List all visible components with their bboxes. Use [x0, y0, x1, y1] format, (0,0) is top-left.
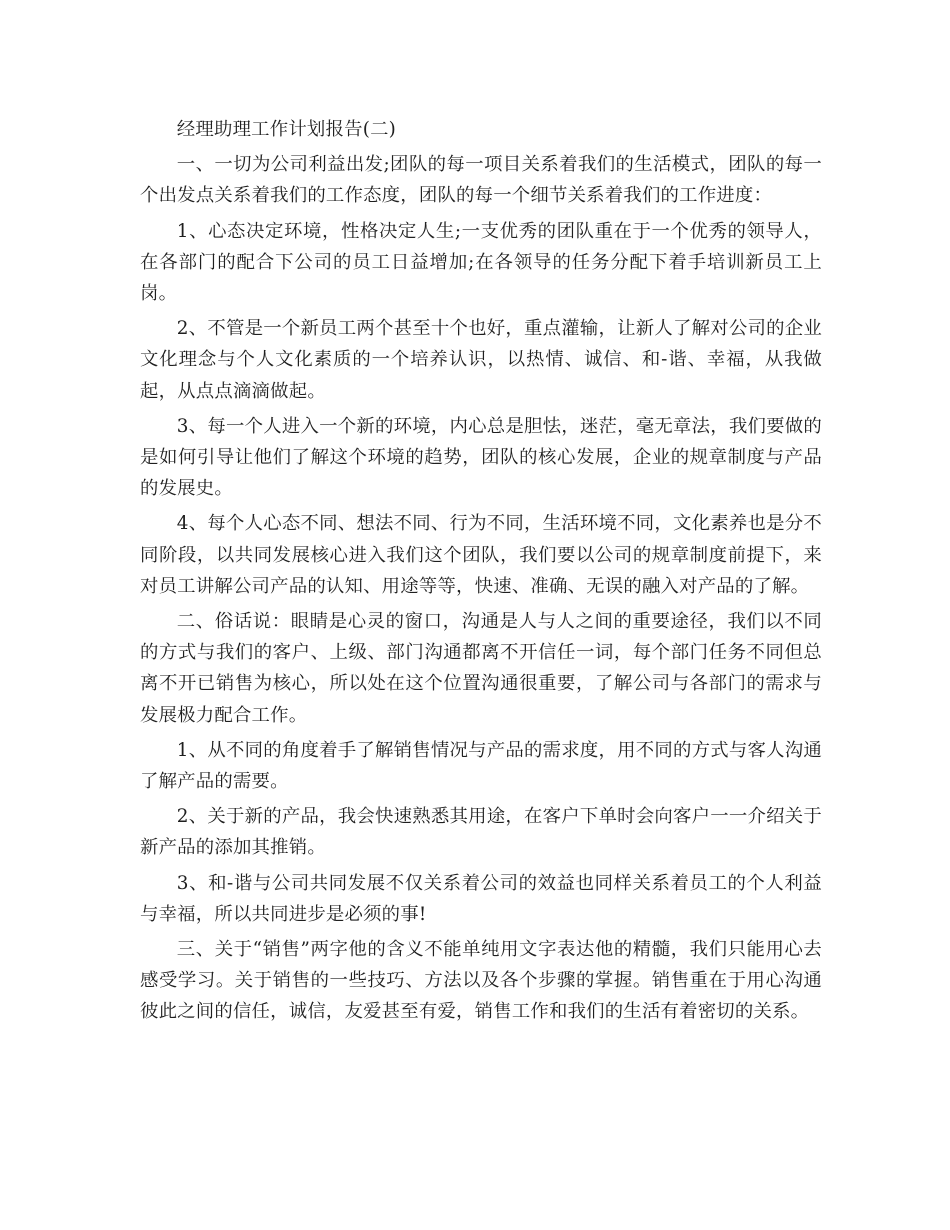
document-title: 经理助理工作计划报告(二) [176, 119, 397, 140]
document-body [140, 114, 822, 1032]
paragraph-1: 一、一切为公司利益出发;团队的每一项目关系着我们的生活模式，团队的每一个出发点关系着我们的工作态度，团队的每一个细节关系着我们的工作进度： [140, 154, 822, 207]
paragraph-3: 2、不管是一个新员工两个甚至十个也好，重点灌输，让新人了解对公司的企业文化理念与个人文化素质的一个培养认识，以热情、诚信、和-谐、幸福，从我做起，从点点滴滴做起。 [140, 318, 822, 402]
paragraph-10: 三、关于“销售”两字他的含义不能单纯用文字表达他的精髓，我们只能用心去感受学习。关于销售的一些技巧、方法以及各个步骤的掌握。销售重在于用心沟通彼此之间的信任，诚信，友爱甚至有爱，销售工作和我们的生活有着密切的关系。 [140, 939, 822, 1023]
paragraph-2: 1、心态决定环境，性格决定人生;一支优秀的团队重在于一个优秀的领导人，在各部门的配合下公司的员工日益增加;在各领导的任务分配下着手培训新员工上岗。 [140, 220, 822, 305]
paragraph-7: 1、从不同的角度着手了解销售情况与产品的需求度，用不同的方式与客人沟通了解产品的需要。 [140, 739, 822, 793]
paragraph-8: 2、关于新的产品，我会快速熟悉其用途，在客户下单时会向客户一一介绍关于新产品的添加其推销。 [140, 806, 822, 859]
paragraph-4: 3、每一个人进入一个新的环境，内心总是胆怯，迷茫，毫无章法，我们要做的是如何引导让他们了解这个环境的趋势，团队的核心发展，企业的规章制度与产品的发展史。 [140, 415, 822, 500]
paragraph-9: 3、和-谐与公司共同发展不仅关系着公司的效益也同样关系着员工的个人利益与幸福，所以共同进步是必须的事! [140, 872, 822, 925]
paragraph-6: 二、俗话说：眼睛是心灵的窗口，沟通是人与人之间的重要途径，我们以不同的方式与我们的客户、上级、部门沟通都离不开信任一词，每个部门任务不同但总离不开已销售为核心，所以处在这个位置沟通很重要，了解公司与各部门的需求与发展极力配合工作。 [140, 611, 822, 726]
paragraph-5: 4、每个人心态不同、想法不同、行为不同，生活环境不同，文化素养也是分不同阶段，以共同发展核心进入我们这个团队，我们要以公司的规章制度前提下，来对员工讲解公司产品的认知、用途等等，快速、准确、无误的融入对产品的了解。 [140, 513, 822, 597]
